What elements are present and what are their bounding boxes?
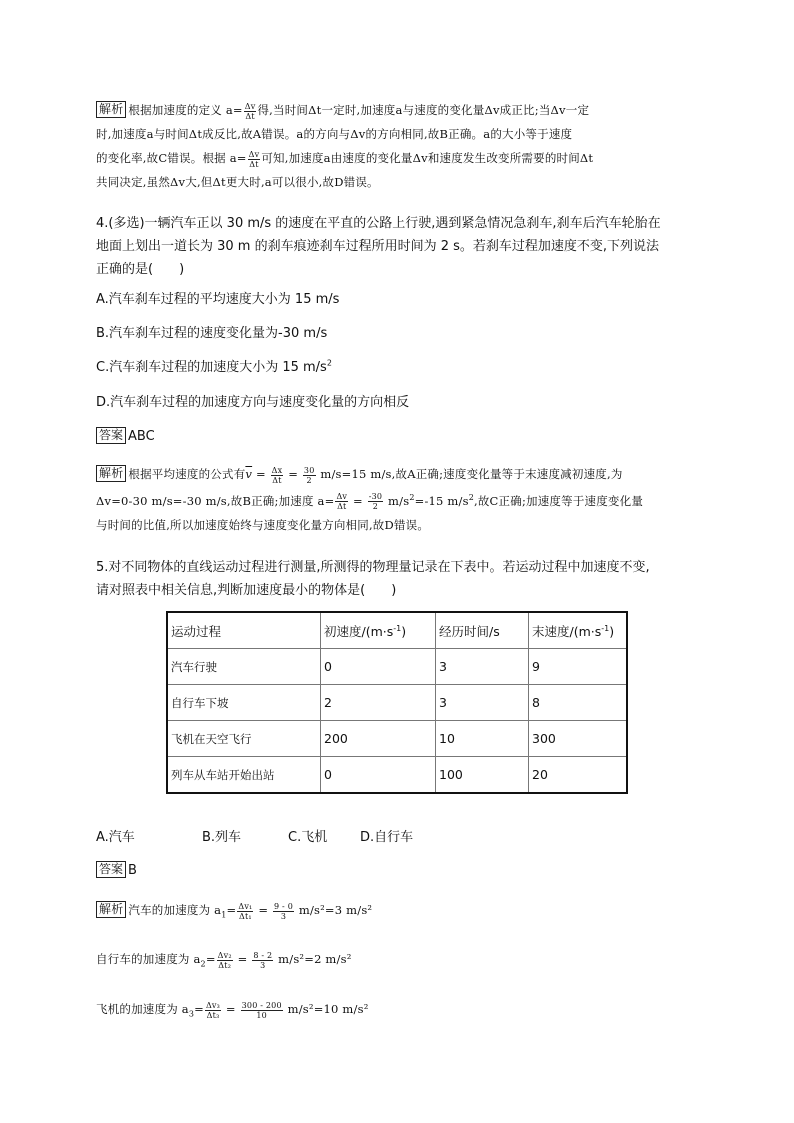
- text: 根据平均速度的公式有: [128, 467, 246, 481]
- superscript: 2: [409, 493, 415, 502]
- text: 可知,加速度a由速度的变化量Δv和速度发生改变所需要的时间Δt: [261, 151, 594, 165]
- table-row: [167, 757, 627, 794]
- text: =: [349, 493, 367, 508]
- subscript: 1: [221, 910, 227, 920]
- numerator: 9 - 0: [274, 901, 293, 911]
- text: Δv=0-30 m/s=-30 m/s,故B正确;加速度 a=: [96, 493, 335, 508]
- text: =: [284, 467, 302, 481]
- q4-option-d[interactable]: D.汽车刹车过程的加速度方向与速度变化量的方向相反: [96, 395, 410, 410]
- numerator: Δx: [271, 465, 283, 475]
- answer-value: B: [128, 863, 137, 878]
- table-row: [167, 649, 627, 685]
- text: 飞机的加速度为 a: [96, 1002, 189, 1016]
- numerator: 8 - 2: [253, 950, 273, 960]
- text: =: [205, 952, 216, 966]
- text: C.汽车刹车过程的加速度大小为 15 m/s: [96, 360, 327, 375]
- numerator: 300 - 200: [241, 1000, 282, 1010]
- q3-explanation: [96, 98, 696, 194]
- denominator: Δt: [272, 475, 282, 485]
- answer-value: ABC: [128, 429, 155, 444]
- q5-option-a[interactable]: A.汽车: [96, 830, 135, 845]
- text: =: [194, 1002, 204, 1016]
- superscript: -1: [601, 623, 610, 633]
- q5-option-b[interactable]: B.列车: [202, 830, 242, 845]
- denominator: Δt: [249, 159, 259, 169]
- q4-answer: [96, 427, 155, 444]
- text: =: [252, 467, 270, 481]
- table-cell: 飞机在天空飞行: [167, 721, 321, 757]
- table-cell: 0: [321, 757, 436, 794]
- question-5-stem: [96, 556, 696, 602]
- text: 请对照表中相关信息,判断加速度最小的物体是( ): [96, 583, 397, 598]
- text: =-15 m/s: [414, 493, 469, 508]
- q5-answer: [96, 861, 137, 878]
- table-row: [167, 685, 627, 721]
- q5-explanation-car: 解析 汽车的加速度为 $a_1=$ $\frac{\text{Δv₁}}{\text{Δt₁}}$ = $\frac{9 - 0}{3}$ m/s²=3 m/s²: [96, 898, 696, 927]
- text: 汽车的加速度为 a: [128, 903, 222, 917]
- denominator: Δt₂: [218, 960, 232, 970]
- text: 末速度/(m·s: [532, 623, 602, 639]
- text: ,故C正确;加速度等于速度变化量: [474, 493, 644, 508]
- q5-explanation-bike: 自行车的加速度为 $a_2=$ $\frac{\text{Δv₂}}{\text{Δt₂}}$ = $\frac{8 - 2}{3}$ m/s²=2 m/s²: [96, 950, 352, 970]
- fraction: [335, 492, 348, 511]
- q5-option-d[interactable]: D.自行车: [360, 830, 414, 845]
- q4-explanation: [96, 462, 696, 537]
- table-cell: 3: [436, 685, 529, 721]
- table-cell: 列车从车站开始出站: [167, 757, 321, 794]
- q5-options: [96, 826, 413, 845]
- fraction: [244, 102, 257, 121]
- table-cell: 100: [436, 757, 529, 794]
- text: m/s: [384, 493, 410, 508]
- q4-option-c[interactable]: [96, 356, 332, 375]
- text: 初速度/(m·s: [324, 623, 394, 639]
- fraction: [271, 466, 284, 485]
- text: 地面上划出一道长为 30 m 的刹车痕迹刹车过程所用时间为 2 s。若刹车过程加速度不变,下列说法: [96, 239, 660, 254]
- table-cell: 20: [529, 757, 628, 794]
- table-cell: 0: [321, 649, 436, 685]
- fraction: [303, 466, 316, 485]
- text: 5.对不同物体的直线运动过程进行测量,所测得的物理量记录在下表中。若运动过程中加速度不变,: [96, 560, 650, 575]
- denominator: 3: [280, 911, 287, 921]
- table-cell: 8: [529, 685, 628, 721]
- text: m/s²=3 m/s²: [294, 903, 373, 917]
- numerator: Δv: [248, 149, 260, 159]
- explanation-tag: 解析: [96, 465, 126, 482]
- subscript: 3: [188, 1009, 195, 1019]
- table-row: [167, 721, 627, 757]
- denominator: 2: [372, 502, 379, 512]
- superscript: 2: [468, 493, 474, 502]
- table-cell: 9: [529, 649, 628, 685]
- denominator: Δt: [245, 111, 255, 121]
- superscript: -1: [393, 623, 402, 633]
- numerator: Δv₃: [205, 1000, 221, 1010]
- numerator: Δv₁: [238, 901, 253, 911]
- text: 自行车的加速度为 a: [96, 952, 201, 966]
- answer-tag: 答案: [96, 427, 126, 444]
- q4-option-a[interactable]: A.汽车刹车过程的平均速度大小为 15 m/s: [96, 292, 340, 307]
- answer-tag: 答案: [96, 861, 126, 878]
- header-cell: 末速度$/(m\cdot s^{-1})$: [529, 612, 628, 649]
- fraction: [205, 1001, 221, 1020]
- text: 4.(多选)一辆汽车正以 30 m/s 的速度在平直的公路上行驶,遇到紧急情况急刹车,刹车后汽车轮胎在: [96, 216, 661, 231]
- text: m/s²=2 m/s²: [274, 952, 352, 966]
- text: m/s²=10 m/s²: [283, 1002, 369, 1016]
- text: =: [226, 903, 237, 917]
- table-cell: 汽车行驶: [167, 649, 321, 685]
- fraction: [252, 951, 273, 970]
- numerator: Δv: [336, 492, 348, 502]
- numerator: Δv: [244, 101, 256, 111]
- text: 的变化率,故C错误。根据 a=: [96, 151, 247, 165]
- q5-explanation-plane: 飞机的加速度为 $a_3=$ $\frac{\text{Δv₃}}{\text{Δt₃}}$ = $\frac{300 - 200}{10}$ m/s²=10 m/s²: [96, 1000, 369, 1020]
- q5-option-c[interactable]: C.飞机: [288, 830, 328, 845]
- text: 与时间的比值,所以加速度始终与速度变化量方向相同,故D错误。: [96, 517, 430, 532]
- fraction: [237, 902, 253, 921]
- denominator: 2: [306, 475, 312, 485]
- denominator: 10: [256, 1010, 267, 1020]
- denominator: 3: [260, 960, 266, 970]
- header-cell: 运动过程: [167, 612, 321, 649]
- mean-velocity-symbol: $\overline{v}$: [245, 467, 253, 481]
- table-cell: 自行车下坡: [167, 685, 321, 721]
- fraction: [217, 951, 233, 970]
- denominator: Δt₃: [206, 1010, 220, 1020]
- denominator: Δt: [337, 502, 347, 512]
- fraction: [273, 902, 294, 921]
- numerator: Δv₂: [217, 950, 232, 960]
- table-header-row: [167, 612, 627, 649]
- text: 正确的是( ): [96, 262, 185, 277]
- header-cell: 经历时间/s: [436, 612, 529, 649]
- fraction: [368, 492, 383, 511]
- table-cell: 10: [436, 721, 529, 757]
- fraction: [241, 1001, 283, 1020]
- superscript: 2: [326, 358, 332, 368]
- header-cell: 初速度$/(m\cdot s^{-1})$: [321, 612, 436, 649]
- text: 根据加速度的定义 a=: [128, 103, 243, 117]
- text: 得,当时间Δt一定时,加速度a与速度的变化量Δv成正比;当Δv一定: [257, 103, 590, 117]
- table-cell: 3: [436, 649, 529, 685]
- text: 共同决定,虽然Δv大,但Δt更大时,a可以很小,故D错误。: [96, 175, 379, 189]
- fraction: [248, 150, 261, 169]
- denominator: Δt₁: [239, 911, 252, 921]
- text: m/s=15 m/s,故A正确;速度变化量等于末速度减初速度,为: [316, 467, 623, 481]
- numerator: -30: [368, 492, 383, 502]
- question-4-stem: [96, 212, 696, 281]
- table-cell: 300: [529, 721, 628, 757]
- table-cell: 2: [321, 685, 436, 721]
- subscript: 2: [200, 959, 206, 969]
- text: 时,加速度a与时间Δt成反比,故A错误。a的方向与Δv的方向相同,故B正确。a的大小等于速度: [96, 127, 573, 141]
- explanation-tag: 解析: [96, 901, 126, 918]
- numerator: 30: [303, 465, 315, 475]
- table-cell: 200: [321, 721, 436, 757]
- measurement-table: [166, 611, 628, 794]
- explanation-tag: 解析: [96, 101, 126, 118]
- q4-option-b[interactable]: B.汽车刹车过程的速度变化量为-30 m/s: [96, 326, 328, 341]
